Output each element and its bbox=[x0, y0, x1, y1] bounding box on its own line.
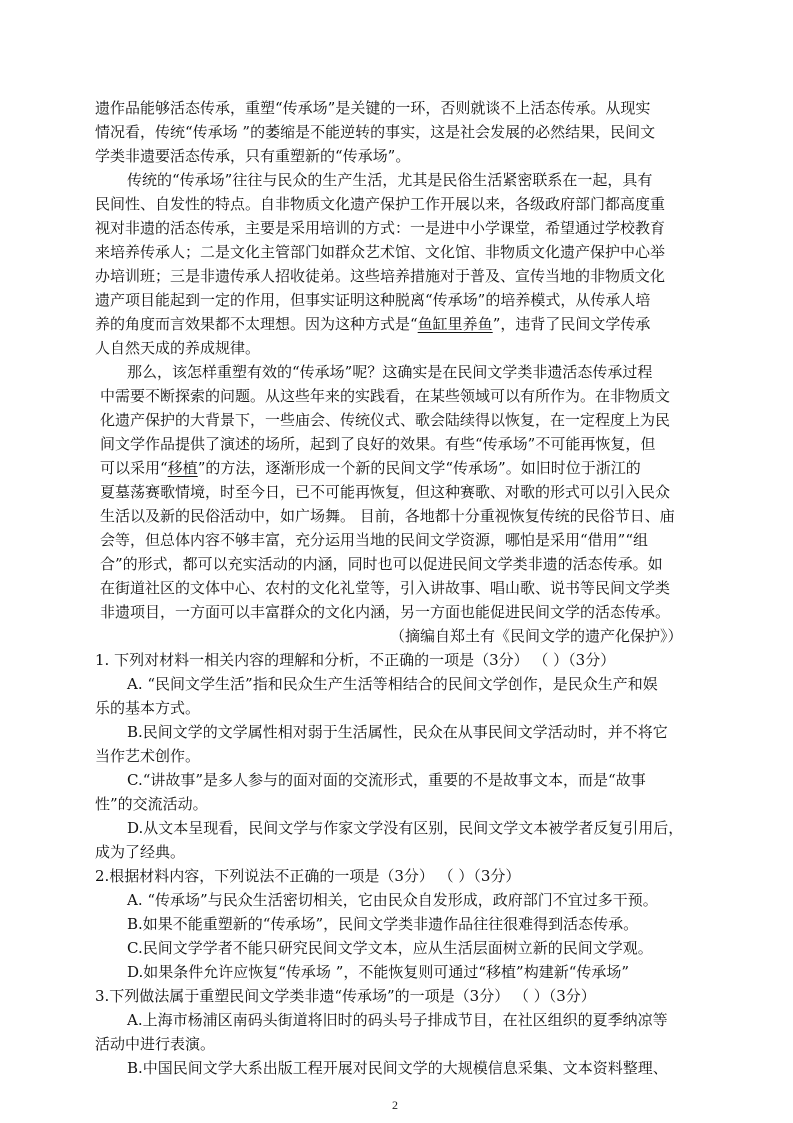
source-citation: （摘编自郑土有《民间文学的遗产化保护》） bbox=[390, 627, 683, 645]
text-line bbox=[95, 314, 650, 336]
question-3: 3.下列做法属于重塑民间文学类非遗“传承场”的一项是（3分） （ ）（3分） bbox=[95, 987, 596, 1005]
text-line: 视对非遗的活态传承，主要是采用培训的方式：一是进中小学课堂，希望通过学校教育 bbox=[95, 219, 666, 237]
text-line: 化遗产保护的大背景下，一些庙会、传统仪式、歌会陆续得以恢复，在一定程度上为民 bbox=[100, 411, 671, 429]
question-2: 2.根据材料内容，下列说法不正确的一项是（3分） （ ）（3分） bbox=[95, 867, 521, 885]
option-a: A.上海市杨浦区南码头街道将旧时的码头号子排成节目，在社区组织的夏季纳凉等 bbox=[127, 1011, 668, 1029]
text-line: 传统的“传承场”往往与民众的生产生活，尤其是民俗生活紧密联系在一起，具有 bbox=[127, 171, 653, 189]
text-line: 间文学作品提供了演述的场所，起到了良好的效果。有些“传承场”不可能再恢复，但 bbox=[100, 435, 656, 453]
text-line: 那么，该怎样重塑有效的“传承场”呢？这确实是在民间文学类非遗活态传承过程 bbox=[127, 363, 653, 381]
text-segment: ”的方法，逐渐形成一个新的民间文学“传承场”。如旧时位于浙江的 bbox=[197, 459, 641, 477]
underlined-phrase: 鱼缸里养鱼 bbox=[417, 315, 493, 333]
text-segment: 养的角度而言效果都不太理想。因为这种方式是“ bbox=[95, 315, 418, 333]
text-line: 在街道社区的文体中心、农村的文化礼堂等，引入讲故事、唱山歌、说书等民间文学类 bbox=[100, 579, 671, 597]
text-line: 遗产项目能起到一定的作用，但事实证明这种脱离“传承场”的培养模式，从传承人培 bbox=[95, 291, 651, 309]
text-line: 来培养传承人；二是文化主管部门如群众艺术馆、文化馆、非物质文化遗产保护中心举 bbox=[95, 243, 666, 261]
text-line: 非遗项目，一方面可以丰富群众的文化内涵，另一方面也能促进民间文学的活态传承。 bbox=[100, 603, 671, 621]
text-line: 中需要不断探索的问题。从这些年来的实践看，在某些领域可以有所作为。在非物质文 bbox=[100, 387, 671, 405]
text-line: 会等，但总体内容不够丰富，充分运用当地的民间文学资源，哪怕是采用“借用”“组 bbox=[100, 531, 649, 549]
option-b: B.中国民间文学大系出版工程开展对民间文学的大规模信息采集、文本资料整理、 bbox=[127, 1059, 668, 1077]
text-segment: ”，违背了民间文学传承 bbox=[492, 315, 651, 333]
option-a: A. “传承场”与民众生活密切相关，它由民众自发形成，政府部门不宜过多干预。 bbox=[127, 891, 658, 909]
option-c: C.“讲故事”是多人参与的面对面的交流形式，重要的不是故事文本，而是“故事 bbox=[127, 771, 646, 789]
option-b: B.民间文学的文学属性相对弱于生活属性，民众在从事民间文学活动时，并不将它 bbox=[127, 723, 668, 741]
option-d: D.从文本呈现看，民间文学与作家文学没有区别，民间文学文本被学者反复引用后， bbox=[127, 819, 684, 837]
text-line: 学类非遗要活态传承，只有重塑新的“传承场”。 bbox=[95, 147, 411, 165]
question-1: 1. 下列对材料一相关内容的理解和分析，不正确的一项是（3分） （ ）（3分） bbox=[95, 651, 616, 669]
option-c: C.民间文学学者不能只研究民间文学文本，应从生活层面树立新的民间文学观。 bbox=[127, 939, 653, 957]
underlined-phrase: 移植 bbox=[167, 459, 198, 477]
text-line: 情况看，传统“传承场 ”的萎缩是不能逆转的事实，这是社会发展的必然结果，民间文 bbox=[95, 123, 656, 141]
option-a: A. “民间文学生活”指和民众生产生活等相结合的民间文学创作，是民众生产和娱 bbox=[127, 675, 658, 693]
text-line: 生活以及新的民俗活动中，如广场舞。 目前，各地都十分重视恢复传统的民俗节日、庙 bbox=[100, 507, 675, 525]
option-text: 当作艺术创作。 bbox=[95, 747, 201, 765]
option-text: 性”的交流活动。 bbox=[95, 795, 208, 813]
text-line: 办培训班；三是非遗传承人招收徒弟。这些培养措施对于普及、宣传当地的非物质文化 bbox=[95, 267, 666, 285]
text-line: 民间性、自发性的特点。自非物质文化遗产保护工作开展以来，各级政府部门都高度重 bbox=[95, 195, 666, 213]
page-number: 2 bbox=[392, 1098, 398, 1112]
text-segment: 可以采用“ bbox=[100, 459, 168, 477]
option-d: D.如果条件允许应恢复“传承场 ”，不能恢复则可通过“移植”构建新“传承场” bbox=[127, 963, 630, 981]
option-text: 成为了经典。 bbox=[95, 843, 186, 861]
text-line: 夏墓荡赛歌情境，时至今日，已不可能再恢复，但这种赛歌、对歌的形式可以引入民众 bbox=[100, 483, 671, 501]
option-b: B.如果不能重塑新的“传承场”，民间文学类非遗作品往往很难得到活态传承。 bbox=[127, 915, 639, 933]
option-text: 乐的基本方式。 bbox=[95, 699, 201, 717]
text-line: 合”的形式，都可以充实活动的内涵，同时也可以促进民间文学类非遗的活态传承。如 bbox=[100, 555, 663, 573]
option-text: 活动中进行表演。 bbox=[95, 1035, 216, 1053]
text-line: 遗作品能够活态传承，重塑“传承场”是关键的一环，否则就谈不上活态传承。从现实 bbox=[95, 99, 651, 117]
text-line: 人自然天成的养成规律。 bbox=[95, 339, 261, 357]
text-line bbox=[100, 458, 641, 480]
